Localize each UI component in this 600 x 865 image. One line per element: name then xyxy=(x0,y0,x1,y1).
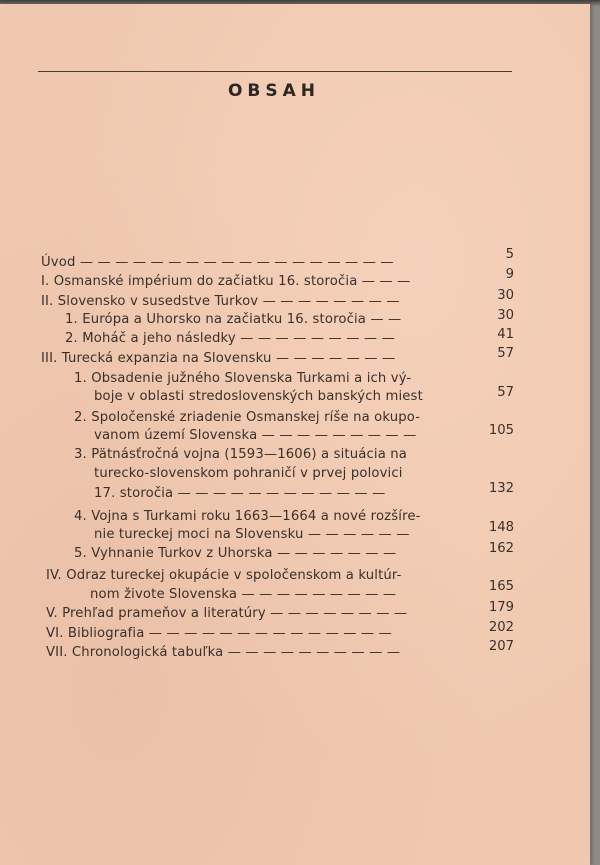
toc-entry-section-3-3: 3. Pätnásťročná vojna (1593—1606) a situácia na xyxy=(74,447,408,462)
toc-entry-chapter-6: VI. Bibliografia — — — — — — — — — — — — — — xyxy=(46,626,392,641)
toc-entry-chapter-4-cont: nom živote Slovenska — — — — — — — — — xyxy=(90,587,397,602)
toc-page-number: 162 xyxy=(488,541,514,556)
toc-page-number: 30 xyxy=(497,308,514,323)
toc-entry-chapter-2: II. Slovensko v susedstve Turkov — — — — — — — — xyxy=(41,294,400,309)
toc-entry-section-3-2: 2. Spoločenské zriadenie Osmanskej ríše na okupo- xyxy=(74,410,421,425)
toc-entry-chapter-1: I. Osmanské impérium do začiatku 16. storočia — — — xyxy=(41,274,411,289)
toc-entry-uvod: Úvod — — — — — — — — — — — — — — — — — — xyxy=(41,255,394,270)
toc-page-number: 132 xyxy=(488,481,514,496)
toc-entry-section-3-1: 1. Obsadenie južného Slovenska Turkami a ich vý- xyxy=(74,371,412,386)
page-title: OBSAH xyxy=(227,81,321,101)
toc-entry-section-3-4-cont: nie tureckej moci na Slovensku — — — — — — xyxy=(94,527,410,542)
toc-page-number: 41 xyxy=(497,327,514,342)
header-rule xyxy=(38,71,512,72)
toc-entry-chapter-7: VII. Chronologická tabuľka — — — — — — — — — — xyxy=(46,645,401,660)
toc-entry-section-3-3-cont: 17. storočia — — — — — — — — — — — — xyxy=(94,486,386,501)
toc-page-number: 30 xyxy=(497,288,514,303)
toc-entry-section-3-5: 5. Vyhnanie Turkov z Uhorska — — — — — — — xyxy=(74,546,397,561)
toc-entry-section-3-4: 4. Vojna s Turkami roku 1663—1664 a nové rozšíre- xyxy=(74,509,421,524)
toc-entry-section-3-3-cont: turecko-slovenskom pohraničí v prvej polovici xyxy=(94,466,403,481)
toc-entry-section-3-2-cont: vanom území Slovenska — — — — — — — — — xyxy=(94,428,417,443)
toc-page-number: 148 xyxy=(488,520,514,535)
toc-page-number: 9 xyxy=(505,267,514,282)
toc-entry-chapter-5: V. Prehľad prameňov a literatúry — — — — — — — — xyxy=(46,606,408,621)
toc-page-number: 207 xyxy=(488,639,514,654)
toc-page-number: 165 xyxy=(488,579,514,594)
toc-page-number: 5 xyxy=(505,247,514,262)
toc-entry-chapter-3: III. Turecká expanzia na Slovensku — — — — — — — xyxy=(41,351,396,366)
book-page xyxy=(0,4,590,865)
toc-entry-section-2-1: 1. Európa a Uhorsko na začiatku 16. storočia — — xyxy=(65,312,402,327)
toc-page-number: 105 xyxy=(488,423,514,438)
toc-page-number: 179 xyxy=(488,600,514,615)
toc-page-number: 202 xyxy=(488,620,514,635)
toc-entry-section-2-2: 2. Moháč a jeho následky — — — — — — — — — xyxy=(65,331,395,346)
toc-entry-chapter-4: IV. Odraz tureckej okupácie v spoločenskom a kultúr- xyxy=(46,568,402,583)
toc-page-number: 57 xyxy=(497,385,514,400)
toc-page-number: 57 xyxy=(497,346,514,361)
toc-entry-section-3-1-cont: boje v oblasti stredoslovenských banských miest xyxy=(94,389,423,404)
